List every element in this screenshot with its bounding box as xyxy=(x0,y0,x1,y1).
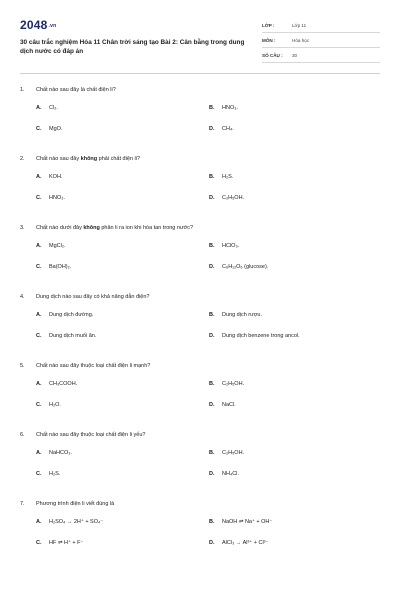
question-text xyxy=(20,220,380,235)
meta-label: MÔN : xyxy=(262,37,276,43)
question-prompt-text: Dung dịch nào sau đây có khả năng dẫn điện? xyxy=(36,293,150,300)
option-letter: C. xyxy=(36,332,42,339)
option-text: H₂O. xyxy=(49,401,61,408)
question-number: 2. xyxy=(20,155,25,162)
option-text: MgCl₂. xyxy=(49,242,66,249)
option-letter: C. xyxy=(36,125,42,132)
question-number: 4. xyxy=(20,293,25,300)
question-prompt-emphasis: không xyxy=(80,155,98,162)
question-prompt xyxy=(36,363,150,369)
question-prompt xyxy=(36,156,140,162)
option-letter: A. xyxy=(36,173,42,180)
question-prompt-text: Chất nào dưới đây xyxy=(36,224,84,231)
option-letter: D. xyxy=(209,125,215,132)
option-text: H₂SO₄ → 2H⁺ + SO₄⁻ xyxy=(49,518,104,525)
option-letter: B. xyxy=(209,449,215,456)
option-letter: B. xyxy=(209,242,215,249)
header-left xyxy=(20,18,245,63)
option-text: CH₄. xyxy=(222,125,234,132)
question-prompt-text: Chất nào sau đây thuộc loại chất điện li mạnh? xyxy=(36,362,151,369)
option-text: NaHCO₃. xyxy=(49,449,73,456)
question-prompt-text: phân li ra ion khi hòa tan trong nước? xyxy=(99,224,194,231)
question-text xyxy=(20,427,380,442)
answer-options xyxy=(36,373,380,415)
answer-option[interactable] xyxy=(36,235,209,256)
meta-row-class xyxy=(262,18,380,33)
option-letter: B. xyxy=(209,173,215,180)
option-letter: B. xyxy=(209,380,215,387)
answer-option[interactable] xyxy=(209,442,389,463)
answer-option[interactable] xyxy=(36,532,209,553)
meta-row-subject xyxy=(262,33,380,48)
answer-option[interactable] xyxy=(209,187,389,208)
option-text: C₂H₅OH. xyxy=(222,194,245,201)
option-letter: C. xyxy=(36,194,42,201)
option-letter: A. xyxy=(36,518,42,525)
answer-option[interactable] xyxy=(36,97,209,118)
answer-option[interactable] xyxy=(209,256,389,277)
meta-label: SỐ CÂU : xyxy=(262,52,283,58)
meta-panel xyxy=(262,18,380,63)
option-text: C₂H₅OH. xyxy=(222,449,245,456)
answer-options xyxy=(36,442,380,484)
answer-option[interactable] xyxy=(209,118,389,139)
option-text: NaOH ⇌ Na⁺ + OH⁻ xyxy=(222,518,273,525)
answer-option[interactable] xyxy=(36,256,209,277)
answer-option[interactable] xyxy=(209,511,389,532)
answer-options xyxy=(36,166,380,208)
option-text: KOH. xyxy=(49,173,63,180)
question-text xyxy=(20,358,380,373)
meta-row-count xyxy=(262,48,380,63)
answer-option[interactable] xyxy=(36,325,209,346)
option-letter: B. xyxy=(209,518,215,525)
answer-options xyxy=(36,235,380,277)
logo-suffix: .vn xyxy=(48,22,57,29)
answer-option[interactable] xyxy=(36,304,209,325)
answer-option[interactable] xyxy=(209,532,389,553)
option-letter: D. xyxy=(209,539,215,546)
answer-option[interactable] xyxy=(209,325,389,346)
option-text: Dung dịch muối ăn. xyxy=(49,332,97,339)
document-header xyxy=(20,18,380,63)
option-letter: A. xyxy=(36,104,42,111)
question-prompt-text: Chất nào sau đây thuộc loại chất điện li yếu? xyxy=(36,431,146,438)
option-text: C₂H₅OH. xyxy=(222,380,245,387)
meta-value: Hóa học xyxy=(292,37,310,43)
question-prompt-emphasis: không xyxy=(83,224,100,231)
option-letter: B. xyxy=(209,311,215,318)
question-prompt xyxy=(36,225,193,231)
option-text: Dung dịch đường. xyxy=(49,311,94,318)
question-list xyxy=(20,82,380,553)
option-letter: A. xyxy=(36,242,42,249)
option-text: HNO₃. xyxy=(222,104,238,111)
question-prompt-text: Chất nào sau đây là chất điện li? xyxy=(36,86,116,93)
answer-option[interactable] xyxy=(36,373,209,394)
site-logo[interactable] xyxy=(20,18,245,32)
option-text: NaCl. xyxy=(222,401,236,408)
answer-option[interactable] xyxy=(36,442,209,463)
answer-options xyxy=(36,97,380,139)
answer-options xyxy=(36,511,380,553)
question-number: 6. xyxy=(20,431,25,438)
option-text: AlCl₃ → Al³⁺ + Cl³⁻ xyxy=(222,539,269,546)
option-text: HNO₃. xyxy=(49,194,65,201)
question-text xyxy=(20,82,380,97)
option-text: H₂S. xyxy=(49,470,61,477)
answer-option[interactable] xyxy=(36,118,209,139)
option-text: NH₄Cl. xyxy=(222,470,239,477)
answer-option[interactable] xyxy=(36,187,209,208)
option-letter: A. xyxy=(36,311,42,318)
answer-option[interactable] xyxy=(209,373,389,394)
option-text: Dung dịch rượu. xyxy=(222,311,263,318)
option-text: Ba(OH)₂. xyxy=(49,263,72,270)
question-prompt-text: Phương trình điện li viết đúng là xyxy=(36,500,115,507)
option-text: Cl₂. xyxy=(49,104,58,111)
question-block xyxy=(20,220,380,277)
option-text: C₆H₁₂O₆ (glucose). xyxy=(222,263,269,270)
answer-option[interactable] xyxy=(36,166,209,187)
option-text: H₂S. xyxy=(222,173,234,180)
option-letter: A. xyxy=(36,380,42,387)
meta-value: 30 xyxy=(292,52,298,58)
option-text: CH₃COOH. xyxy=(49,380,78,387)
option-letter: C. xyxy=(36,263,42,270)
document-title: 30 câu trắc nghiệm Hóa 11 Chân trời sáng tạo Bài 2: Cân bằng trong dung dịch nước có đáp án xyxy=(20,39,245,55)
question-prompt xyxy=(36,87,116,93)
question-block xyxy=(20,358,380,415)
question-prompt-text: Chất nào sau đây xyxy=(36,155,81,162)
question-text xyxy=(20,289,380,304)
question-block xyxy=(20,289,380,346)
question-text xyxy=(20,496,380,511)
question-prompt xyxy=(36,294,149,300)
option-letter: C. xyxy=(36,401,42,408)
question-number: 7. xyxy=(20,500,25,507)
question-block xyxy=(20,427,380,484)
question-number: 1. xyxy=(20,86,25,93)
option-text: Dung dịch benzene trong ancol. xyxy=(222,332,300,339)
option-text: HF ⇌ H⁺ + F⁻ xyxy=(49,539,84,546)
meta-value: Lớp 11 xyxy=(292,22,307,28)
question-prompt-text: phải chất điện li? xyxy=(97,155,140,162)
question-number: 5. xyxy=(20,362,25,369)
option-letter: D. xyxy=(209,194,215,201)
answer-option[interactable] xyxy=(209,235,389,256)
answer-option[interactable] xyxy=(209,166,389,187)
option-letter: B. xyxy=(209,104,215,111)
option-letter: D. xyxy=(209,401,215,408)
answer-option[interactable] xyxy=(36,463,209,484)
question-prompt xyxy=(36,501,114,507)
option-letter: D. xyxy=(209,263,215,270)
question-prompt xyxy=(36,432,145,438)
option-letter: A. xyxy=(36,449,42,456)
answer-option[interactable] xyxy=(209,463,389,484)
option-letter: D. xyxy=(209,332,215,339)
logo-text: 2048 xyxy=(20,18,48,32)
option-letter: D. xyxy=(209,470,215,477)
question-block xyxy=(20,496,380,553)
header-divider xyxy=(20,73,380,74)
question-block xyxy=(20,151,380,208)
question-number: 3. xyxy=(20,224,25,231)
option-text: HClO₃. xyxy=(222,242,240,249)
option-letter: C. xyxy=(36,539,42,546)
question-text xyxy=(20,151,380,166)
answer-option[interactable] xyxy=(36,394,209,415)
question-block xyxy=(20,82,380,139)
answer-option[interactable] xyxy=(209,304,389,325)
answer-option[interactable] xyxy=(209,97,389,118)
answer-option[interactable] xyxy=(36,511,209,532)
answer-options xyxy=(36,304,380,346)
option-letter: C. xyxy=(36,470,42,477)
option-text: MgO. xyxy=(49,125,63,132)
answer-option[interactable] xyxy=(209,394,389,415)
meta-label: LỚP : xyxy=(262,22,275,28)
